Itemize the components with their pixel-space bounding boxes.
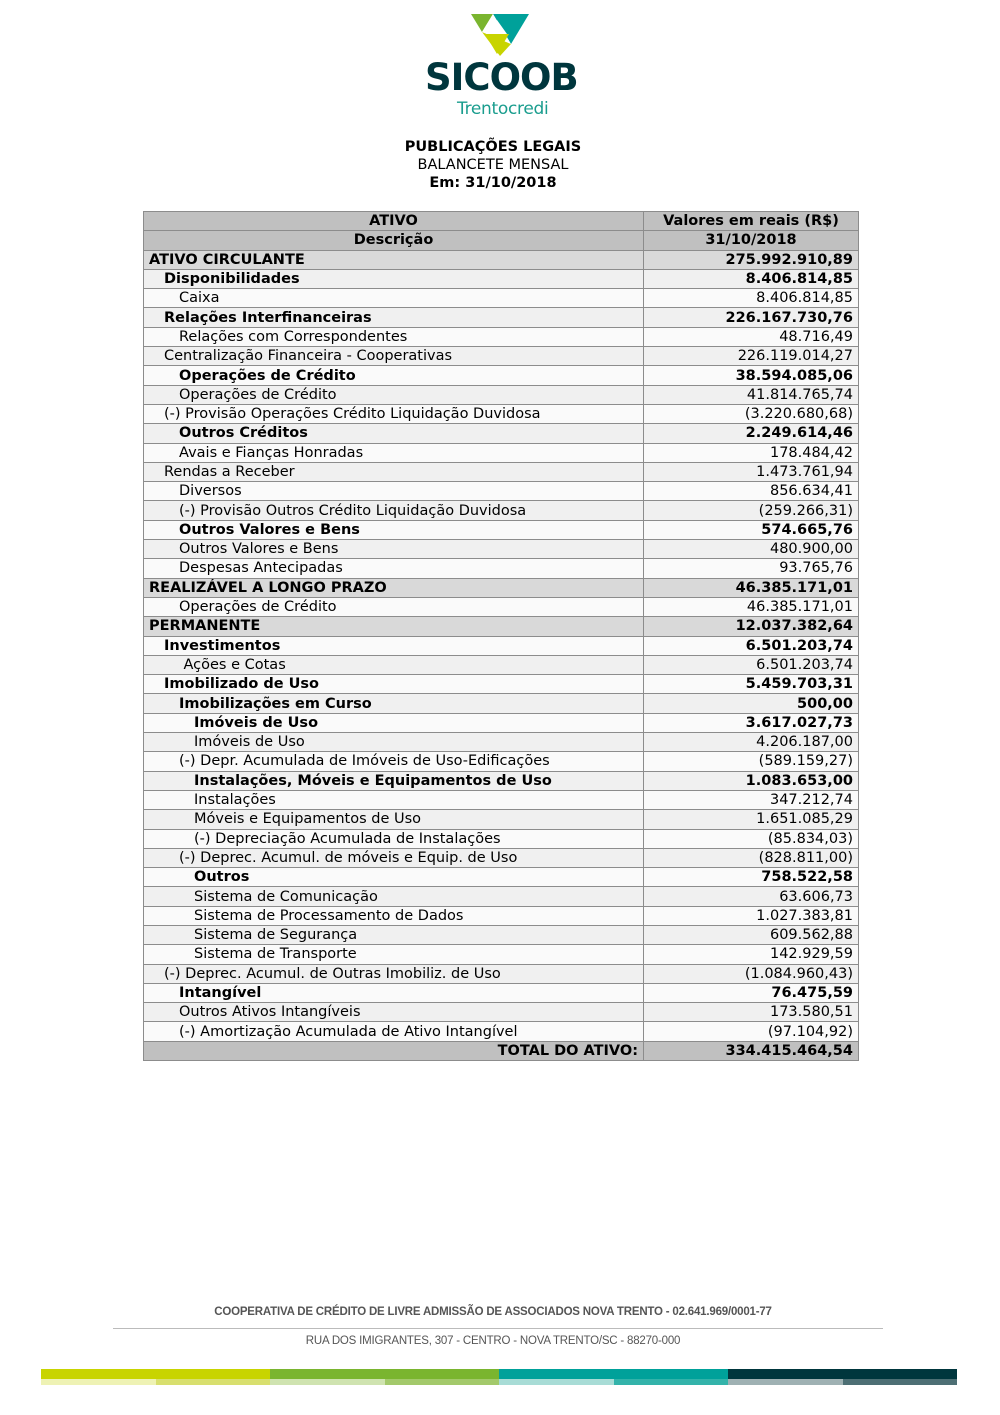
row-label: Outros Créditos — [144, 424, 644, 443]
row-value: 76.475,59 — [644, 983, 859, 1002]
row-label: Investimentos — [144, 636, 644, 655]
table-header-row — [144, 212, 859, 231]
table-row — [144, 308, 859, 327]
row-value: 142.929,59 — [644, 945, 859, 964]
row-label: Disponibilidades — [144, 269, 644, 288]
row-label: Imobilizações em Curso — [144, 694, 644, 713]
row-value: 8.406.814,85 — [644, 289, 859, 308]
row-value: 6.501.203,74 — [644, 636, 859, 655]
table-row — [144, 655, 859, 674]
row-label: Imobilizado de Uso — [144, 675, 644, 694]
row-value: (97.104,92) — [644, 1022, 859, 1041]
row-label: ATIVO CIRCULANTE — [144, 250, 644, 269]
table-row — [144, 636, 859, 655]
row-value: 12.037.382,64 — [644, 617, 859, 636]
row-value: 6.501.203,74 — [644, 655, 859, 674]
table-row — [144, 694, 859, 713]
row-value: 63.606,73 — [644, 887, 859, 906]
table-row — [144, 906, 859, 925]
row-value: 347.212,74 — [644, 790, 859, 809]
row-value: 500,00 — [644, 694, 859, 713]
table-row — [144, 983, 859, 1002]
row-label: Outros Valores e Bens — [144, 520, 644, 539]
table-row — [144, 752, 859, 771]
row-label: Sistema de Comunicação — [144, 887, 644, 906]
total-value: 334.415.464,54 — [644, 1041, 859, 1060]
table-row — [144, 269, 859, 288]
row-value: 173.580,51 — [644, 1003, 859, 1022]
row-label: (-) Deprec. Acumul. de Outras Imobiliz. de Uso — [144, 964, 644, 983]
total-label: TOTAL DO ATIVO: — [144, 1041, 644, 1060]
total-row — [144, 1041, 859, 1060]
row-value: 93.765,76 — [644, 559, 859, 578]
row-value: 8.406.814,85 — [644, 269, 859, 288]
sicoob-triangle-icon — [471, 12, 529, 56]
row-value: (3.220.680,68) — [644, 404, 859, 423]
row-value: 38.594.085,06 — [644, 366, 859, 385]
row-label: Diversos — [144, 482, 644, 501]
row-label: (-) Provisão Operações Crédito Liquidação Duvidosa — [144, 404, 644, 423]
row-value: (85.834,03) — [644, 829, 859, 848]
row-value: 856.634,41 — [644, 482, 859, 501]
table-row — [144, 1022, 859, 1041]
row-value: 1.027.383,81 — [644, 906, 859, 925]
logo-name: SICOOB — [425, 56, 578, 99]
header-date: 31/10/2018 — [644, 231, 859, 250]
document-date: Em: 31/10/2018 — [429, 175, 557, 191]
row-value: (589.159,27) — [644, 752, 859, 771]
table-row — [144, 501, 859, 520]
row-value: 226.167.730,76 — [644, 308, 859, 327]
document-subtitle: BALANCETE MENSAL — [417, 157, 569, 173]
row-label: Caixa — [144, 289, 644, 308]
row-value: 46.385.171,01 — [644, 597, 859, 616]
row-value: 609.562,88 — [644, 925, 859, 944]
table-row — [144, 868, 859, 887]
footer-address: RUA DOS IMIGRANTES, 307 - CENTRO - NOVA TRENTO/SC - 88270-000 — [305, 1335, 681, 1347]
table-row — [144, 482, 859, 501]
row-value: 226.119.014,27 — [644, 347, 859, 366]
row-value: 2.249.614,46 — [644, 424, 859, 443]
row-label: Outros Ativos Intangíveis — [144, 1003, 644, 1022]
table-row — [144, 945, 859, 964]
table-row — [144, 810, 859, 829]
row-label: Ações e Cotas — [144, 655, 644, 674]
row-value: 5.459.703,31 — [644, 675, 859, 694]
table-row — [144, 597, 859, 616]
footer-color-stripe — [41, 1369, 957, 1385]
row-label: Imóveis de Uso — [144, 713, 644, 732]
row-value: 275.992.910,89 — [644, 250, 859, 269]
table-row — [144, 520, 859, 539]
table-row — [144, 887, 859, 906]
stripe-segment — [41, 1369, 270, 1385]
table-row — [144, 771, 859, 790]
row-label: (-) Provisão Outros Crédito Liquidação Duvidosa — [144, 501, 644, 520]
table-row — [144, 327, 859, 346]
row-label: (-) Deprec. Acumul. de móveis e Equip. de Uso — [144, 848, 644, 867]
row-label: PERMANENTE — [144, 617, 644, 636]
row-label: Outros — [144, 868, 644, 887]
row-label: Outros Valores e Bens — [144, 540, 644, 559]
sicoob-logo — [425, 12, 578, 119]
row-label: Sistema de Segurança — [144, 925, 644, 944]
row-value: 1.473.761,94 — [644, 462, 859, 481]
row-label: Rendas a Receber — [144, 462, 644, 481]
row-value: 1.651.085,29 — [644, 810, 859, 829]
document-title: PUBLICAÇÕES LEGAIS — [404, 139, 582, 155]
header-ativo: ATIVO — [144, 212, 644, 231]
table-row — [144, 925, 859, 944]
row-label: Sistema de Transporte — [144, 945, 644, 964]
row-value: (1.084.960,43) — [644, 964, 859, 983]
row-label: REALIZÁVEL A LONGO PRAZO — [144, 578, 644, 597]
table-row — [144, 385, 859, 404]
row-value: 4.206.187,00 — [644, 733, 859, 752]
row-label: Centralização Financeira - Cooperativas — [144, 347, 644, 366]
row-label: Avais e Fianças Honradas — [144, 443, 644, 462]
table-row — [144, 733, 859, 752]
row-label: (-) Amortização Acumulada de Ativo Intangível — [144, 1022, 644, 1041]
table-row — [144, 559, 859, 578]
row-label: Móveis e Equipamentos de Uso — [144, 810, 644, 829]
header-valores: Valores em reais (R$) — [644, 212, 859, 231]
row-value: 758.522,58 — [644, 868, 859, 887]
table-row — [144, 829, 859, 848]
stripe-segment — [270, 1369, 499, 1385]
row-label: Operações de Crédito — [144, 597, 644, 616]
table-row — [144, 713, 859, 732]
table-row — [144, 424, 859, 443]
row-value: 1.083.653,00 — [644, 771, 859, 790]
table-row — [144, 617, 859, 636]
table-row — [144, 462, 859, 481]
row-label: (-) Depreciação Acumulada de Instalações — [144, 829, 644, 848]
row-label: Operações de Crédito — [144, 366, 644, 385]
balance-table — [143, 211, 859, 1061]
footer-company: COOPERATIVA DE CRÉDITO DE LIVRE ADMISSÃO DE ASSOCIADOS NOVA TRENTO - 02.641.969/0001-77 — [214, 1306, 772, 1318]
table-row — [144, 540, 859, 559]
row-value: 178.484,42 — [644, 443, 859, 462]
table-row — [144, 347, 859, 366]
row-label: Operações de Crédito — [144, 385, 644, 404]
logo-subtitle: Trentocredi — [457, 99, 549, 119]
row-label: Despesas Antecipadas — [144, 559, 644, 578]
table-subheader-row — [144, 231, 859, 250]
table-row — [144, 443, 859, 462]
footer-divider — [113, 1328, 883, 1329]
table-row — [144, 848, 859, 867]
table-row — [144, 578, 859, 597]
row-label: Instalações, Móveis e Equipamentos de Uso — [144, 771, 644, 790]
row-label: Intangível — [144, 983, 644, 1002]
table-row — [144, 250, 859, 269]
row-label: Imóveis de Uso — [144, 733, 644, 752]
table-row — [144, 790, 859, 809]
row-label: Sistema de Processamento de Dados — [144, 906, 644, 925]
row-label: Instalações — [144, 790, 644, 809]
row-value: 574.665,76 — [644, 520, 859, 539]
row-value: (828.811,00) — [644, 848, 859, 867]
table-row — [144, 404, 859, 423]
row-value: 46.385.171,01 — [644, 578, 859, 597]
row-value: 48.716,49 — [644, 327, 859, 346]
table-row — [144, 366, 859, 385]
table-row — [144, 1003, 859, 1022]
row-value: 3.617.027,73 — [644, 713, 859, 732]
table-row — [144, 675, 859, 694]
stripe-segment — [728, 1369, 957, 1385]
row-label: Relações Interfinanceiras — [144, 308, 644, 327]
row-value: 41.814.765,74 — [644, 385, 859, 404]
row-value: (259.266,31) — [644, 501, 859, 520]
stripe-segment — [499, 1369, 728, 1385]
row-label: Relações com Correspondentes — [144, 327, 644, 346]
document-header — [0, 138, 986, 192]
table-row — [144, 964, 859, 983]
row-value: 480.900,00 — [644, 540, 859, 559]
row-label: (-) Depr. Acumulada de Imóveis de Uso-Edificações — [144, 752, 644, 771]
header-descricao: Descrição — [144, 231, 644, 250]
table-row — [144, 289, 859, 308]
